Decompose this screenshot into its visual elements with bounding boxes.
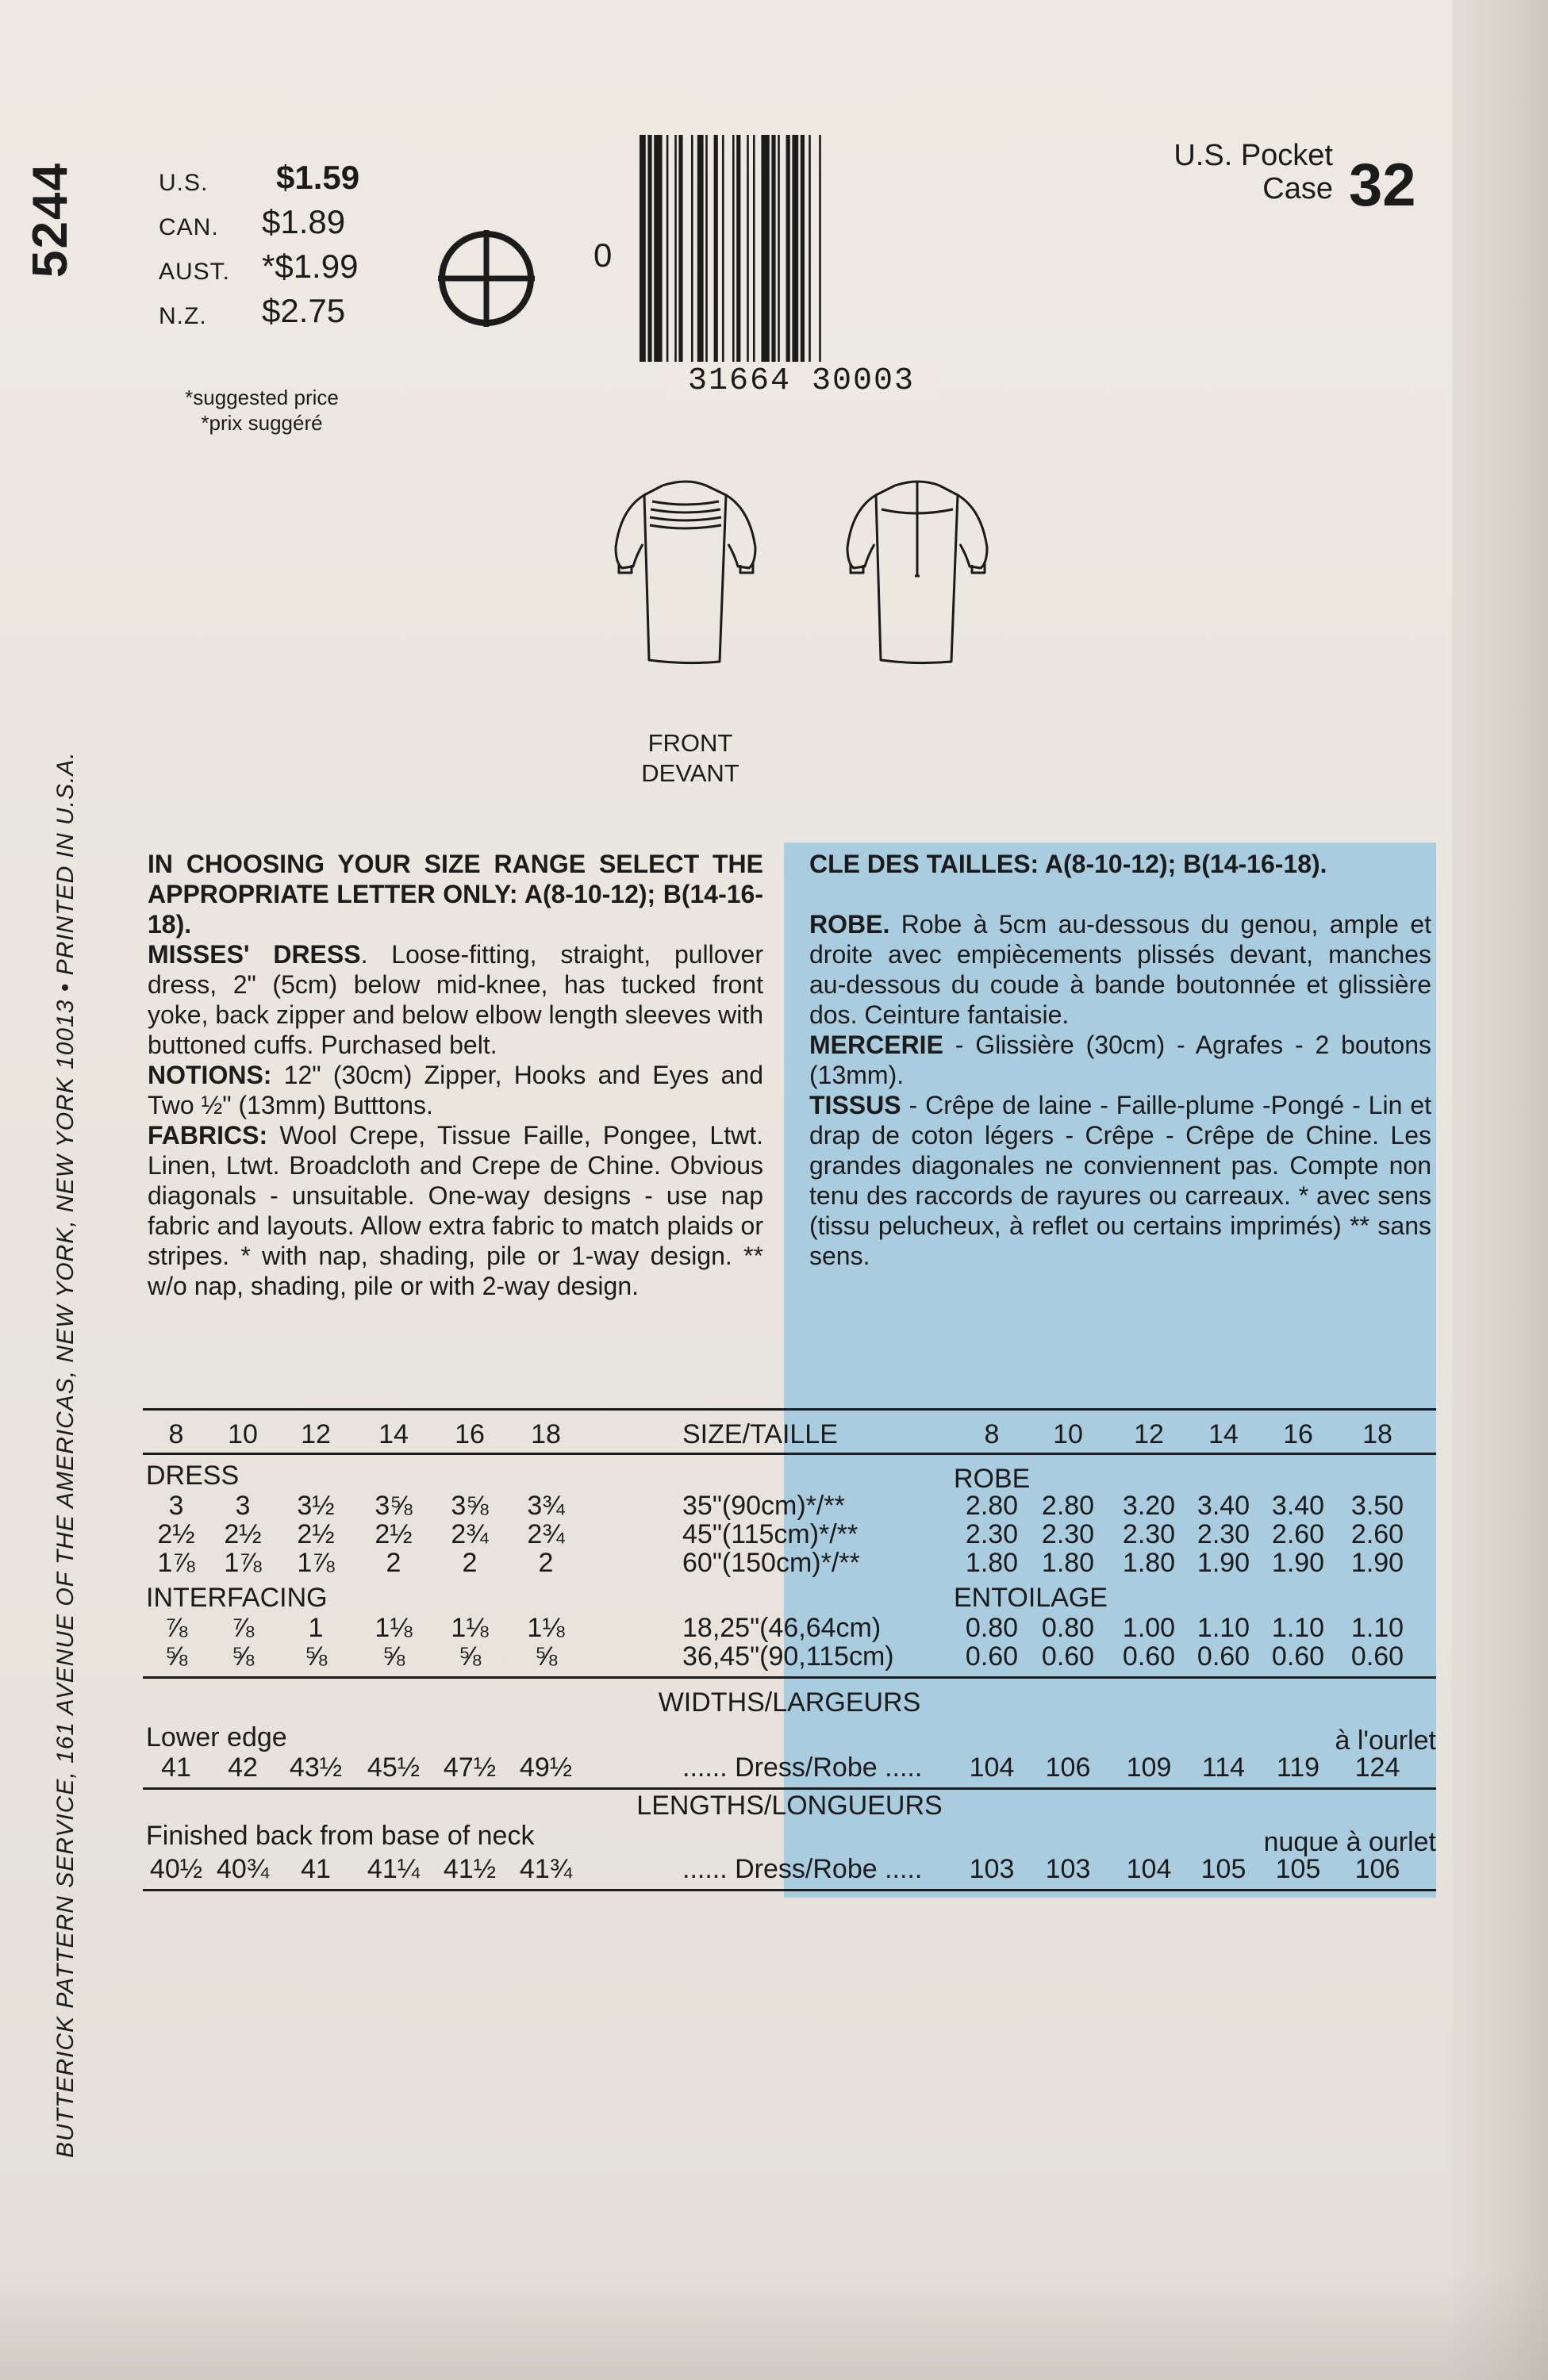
interfacing-yardage-us: ⅝ [534,1641,558,1672]
dress-yardage-us: 3⅝ [375,1491,413,1521]
interfacing-yardage-metric: 0.80 [1041,1613,1095,1643]
french-description [809,849,1431,1271]
length-metric: 103 [1045,1854,1091,1884]
chart-rule-bottom [143,1889,1436,1891]
width-us: 45½ [367,1752,421,1783]
width-metric: 119 [1276,1752,1320,1783]
width-us: 42 [228,1752,258,1783]
dress-yardage-metric: 2.30 [1122,1519,1176,1549]
width-us: 47½ [443,1752,497,1783]
size-fr: 14 [1208,1419,1239,1449]
lengths-heading: LENGTHS/LONGUEURS [636,1791,943,1821]
notions-heading: NOTIONS: [148,1061,272,1089]
dress-yardage-metric: 2.80 [1041,1491,1095,1521]
dress-yardage-us: 1⅞ [224,1548,262,1578]
dress-description-fr [809,909,1431,1030]
length-metric: 106 [1354,1854,1400,1884]
length-us: 41¾ [519,1854,573,1884]
fabrics-text-fr: - Crêpe de laine - Faille-plume -Pongé - Lin et drap de coton légers - Crêpe - Crêpe de Chine. Les grandes diagonales ne conviennent pas. Compte non tenu des raccords de rayures ou carreaux. * avec sens (tissu pelucheux, à reflet ou certains imprimés) ** sans sens. [809,1091,1431,1270]
price-country: N.Z. [159,303,207,329]
price-value: *$1.99 [262,248,359,285]
interfacing-yardage-us: ⅞ [164,1613,188,1643]
suggested-price-en: *suggested price [185,386,339,409]
size-fr: 10 [1053,1419,1083,1449]
size-fr: 12 [1134,1419,1164,1449]
dress-yardage-metric: 2.30 [1041,1519,1095,1549]
width-metric: 114 [1201,1752,1246,1783]
length-us: 40½ [149,1854,203,1884]
dress-yardage-metric: 3.40 [1271,1491,1325,1521]
size-header: SIZE/TAILLE [682,1419,838,1449]
notions-text-fr: - Glissière (30cm) - Agrafes - 2 boutons (13mm). [809,1031,1431,1089]
dress-yardage-metric: 1.80 [1041,1548,1095,1578]
dress-yardage-us: 2¾ [527,1519,565,1549]
size-range-text-fr: CLE DES TAILLES: A(8-10-12); B(14-16-18). [809,850,1327,878]
dress-yardage-us: 2¾ [451,1519,489,1549]
length-us: 41 [301,1854,331,1884]
length-metric: 104 [1126,1854,1172,1884]
dress-back-drawing-icon [847,482,987,663]
size-range-note-fr [809,849,1431,879]
interfacing-yardage-us: ⅝ [231,1641,255,1672]
interfacing-yardage-us: 1⅛ [375,1613,413,1643]
dress-front-drawing-icon [616,482,755,663]
dress-yardage-metric: 3.50 [1350,1491,1404,1521]
dress-yardage-us: 2½ [375,1519,413,1549]
barcode-icon [635,129,954,367]
interfacing-yardage-us: 1⅛ [451,1613,489,1643]
dress-heading-fr: ROBE. [809,910,890,939]
fabric-width: 60"(150cm)*/** [682,1548,860,1578]
pocket-case-label [1143,139,1333,205]
interfacing-label: INTERFACING [146,1583,328,1613]
price-value: $1.59 [276,159,360,196]
interfacing-yardage-metric: 0.60 [1041,1641,1095,1672]
fabrics-text: Wool Crepe, Tissue Faille, Pongee, Ltwt. Linen, Ltwt. Broadcloth and Crepe de Chine. Obvious diagonals - unsuitable. One-way designs - use nap fabric and layouts. Allow extra fabric to match plaids or stripes. * with nap, shading, pile or 1-way design. ** w/o nap, shading, pile or with 2-way design. [148,1121,763,1300]
dress-yardage-us: 2 [538,1548,554,1578]
interfacing-width: 36,45"(90,115cm) [682,1641,894,1672]
dress-yardage-metric: 1.90 [1350,1548,1404,1578]
chart-rule-top [143,1408,1436,1411]
size-us: 18 [531,1419,561,1449]
interfacing-width: 18,25"(46,64cm) [682,1613,882,1643]
interfacing-yardage-metric: 0.60 [1122,1641,1176,1672]
dress-yardage-us: 2½ [157,1519,195,1549]
dress-yardage-us: 2½ [297,1519,335,1549]
interfacing-yardage-us: 1 [308,1613,324,1643]
dress-yardage-us: 3½ [297,1491,335,1521]
interfacing-yardage-metric: 0.60 [1197,1641,1250,1672]
dress-yardage-metric: 1.80 [1122,1548,1176,1578]
interfacing-yardage-metric: 0.60 [965,1641,1019,1672]
interfacing-yardage-us: ⅝ [304,1641,328,1672]
width-us: 49½ [519,1752,573,1783]
suggested-price-fr: *prix suggéré [201,411,323,435]
length-us: 40¾ [216,1854,270,1884]
fabrics [148,1120,763,1301]
dress-text-fr: Robe à 5cm au-dessous du genou, ample et droite avec empiècements plissés devant, manches au-dessous du coude à bande boutonnée et glissière dos. Ceinture fantaisie. [809,910,1431,1029]
dress-text: . Loose-fitting, straight, pullover dress, 2" (5cm) below mid-knee, has tucked front yoke, back zipper and below elbow length sleeves with buttoned cuffs. Purchased belt. [148,940,764,1059]
dress-yardage-us: 2½ [224,1519,262,1549]
hem-label: à l'ourlet [1335,1726,1436,1756]
fabric-width: 45"(115cm)*/** [682,1519,859,1549]
size-us: 16 [455,1419,485,1449]
size-us: 14 [378,1419,409,1449]
interfacing-yardage-metric: 0.80 [965,1613,1019,1643]
interfacing-yardage-metric: 1.10 [1350,1613,1404,1643]
length-metric: 105 [1275,1854,1321,1884]
size-fr: 18 [1362,1419,1392,1449]
dress-yardage-metric: 2.30 [1197,1519,1250,1549]
width-metric: 109 [1126,1752,1172,1783]
dress-yardage-metric: 2.60 [1271,1519,1325,1549]
notions-text: 12" (30cm) Zipper, Hooks and Eyes and Two ½" (13mm) Butttons. [148,1061,763,1119]
dress-yardage-us: 2 [386,1548,401,1578]
dress-yardage-metric: 1.80 [965,1548,1019,1578]
size-us: 10 [228,1419,258,1449]
garment-line-drawings [587,436,1031,738]
dress-yardage-us: 3¾ [527,1491,565,1521]
size-us: 12 [301,1419,331,1449]
registration-mark-icon [436,228,536,328]
interfacing-yardage-metric: 1.00 [1122,1613,1176,1643]
interfacing-yardage-us: ⅞ [231,1613,255,1643]
width-us: 43½ [289,1752,343,1783]
view-label-fr: DEVANT [641,759,739,787]
view-label [603,728,778,789]
price-country: CAN. [159,214,219,240]
notions [148,1060,763,1120]
dress-yardage-metric: 1.90 [1271,1548,1325,1578]
length-us: 41½ [443,1854,497,1884]
dress-yardage-us: 3⅝ [451,1491,489,1521]
price-value: $1.89 [262,203,346,240]
dress-description [148,939,763,1060]
pocket-case-number: 32 [1349,152,1416,219]
pocket-label-line1: U.S. Pocket [1173,139,1333,172]
interfacing-yardage-metric: 1.10 [1271,1613,1325,1643]
dress-yardage-metric: 3.20 [1122,1491,1176,1521]
width-metric: 106 [1045,1752,1091,1783]
robe-label: ROBE [954,1464,1031,1494]
size-us: 8 [168,1419,184,1449]
size-range-note [148,849,763,939]
width-metric: 124 [1354,1752,1400,1783]
interfacing-yardage-us: 1⅛ [527,1613,565,1643]
dress-yardage-metric: 1.90 [1197,1548,1250,1578]
width-metric: 104 [969,1752,1015,1783]
interfacing-yardage-us: ⅝ [164,1641,188,1672]
chart-rule-sizes [143,1453,1436,1455]
fabrics-heading: FABRICS: [148,1121,268,1150]
dress-yardage-metric: 2.30 [965,1519,1019,1549]
interfacing-yardage-us: ⅝ [382,1641,405,1672]
notions-fr [809,1030,1431,1090]
length-us: 41¼ [367,1854,421,1884]
lower-edge-label: Lower edge [146,1722,287,1752]
dress-yardage-us: 1⅞ [157,1548,195,1578]
dress-yardage-us: 1⅞ [297,1548,335,1578]
length-metric: 105 [1200,1854,1246,1884]
interfacing-yardage-metric: 0.60 [1350,1641,1404,1672]
neck-hem-label: nuque à ourlet [1263,1827,1436,1857]
interfacing-yardage-metric: 0.60 [1271,1641,1325,1672]
fabrics-fr [809,1090,1431,1271]
chart-rule-widths [143,1787,1436,1790]
chart-rule-interfacing [143,1676,1436,1679]
width-us: 41 [161,1752,191,1783]
price-country: AUST. [159,259,231,285]
envelope-flap-edge [1452,0,1548,2380]
notions-heading-fr: MERCERIE [809,1031,943,1059]
fabrics-heading-fr: TISSUS [809,1091,901,1119]
dress-yardage-metric: 3.40 [1197,1491,1250,1521]
pocket-label-line2: Case [1262,172,1333,205]
dress-yardage-metric: 2.60 [1350,1519,1404,1549]
view-label-en: FRONT [647,729,733,757]
barcode-digits: 31664 30003 [666,363,936,399]
length-metric: 103 [969,1854,1015,1884]
envelope-bottom-shadow [0,2269,1548,2380]
size-fr: 16 [1283,1419,1313,1449]
english-description [148,849,763,1301]
finished-back-label: Finished back from base of neck [146,1821,535,1851]
interfacing-yardage-us: ⅝ [458,1641,482,1672]
entoilage-label: ENTOILAGE [954,1583,1108,1613]
publisher-line: BUTTERICK PATTERN SERVICE, 161 AVENUE OF THE AMERICAS, NEW YORK, NEW YORK 10013 • PRINTED IN U.S.A. [52,751,79,2158]
price-country: U.S. [159,170,209,196]
barcode-lead-digit: 0 [593,236,613,274]
dress-label: DRESS [146,1461,240,1491]
dress-yardage-us: 3 [168,1491,184,1521]
suggested-price-note [167,385,357,436]
dress-yardage-metric: 2.80 [965,1491,1019,1521]
interfacing-yardage-metric: 1.10 [1197,1613,1250,1643]
pattern-number: 5244 [23,162,78,278]
price-value: $2.75 [262,292,346,329]
size-fr: 8 [984,1419,1000,1449]
widths-dress-label: ...... Dress/Robe ..... [682,1752,923,1783]
dress-heading: MISSES' DRESS [148,940,361,969]
widths-heading: WIDTHS/LARGEURS [658,1687,921,1718]
dress-yardage-us: 3 [235,1491,251,1521]
fabric-width: 35"(90cm)*/** [682,1491,845,1521]
lengths-dress-label: ...... Dress/Robe ..... [682,1854,923,1884]
size-range-text: IN CHOOSING YOUR SIZE RANGE SELECT THE APPROPRIATE LETTER ONLY: A(8-10-12); B(14-16-18). [148,850,763,939]
dress-yardage-us: 2 [462,1548,478,1578]
